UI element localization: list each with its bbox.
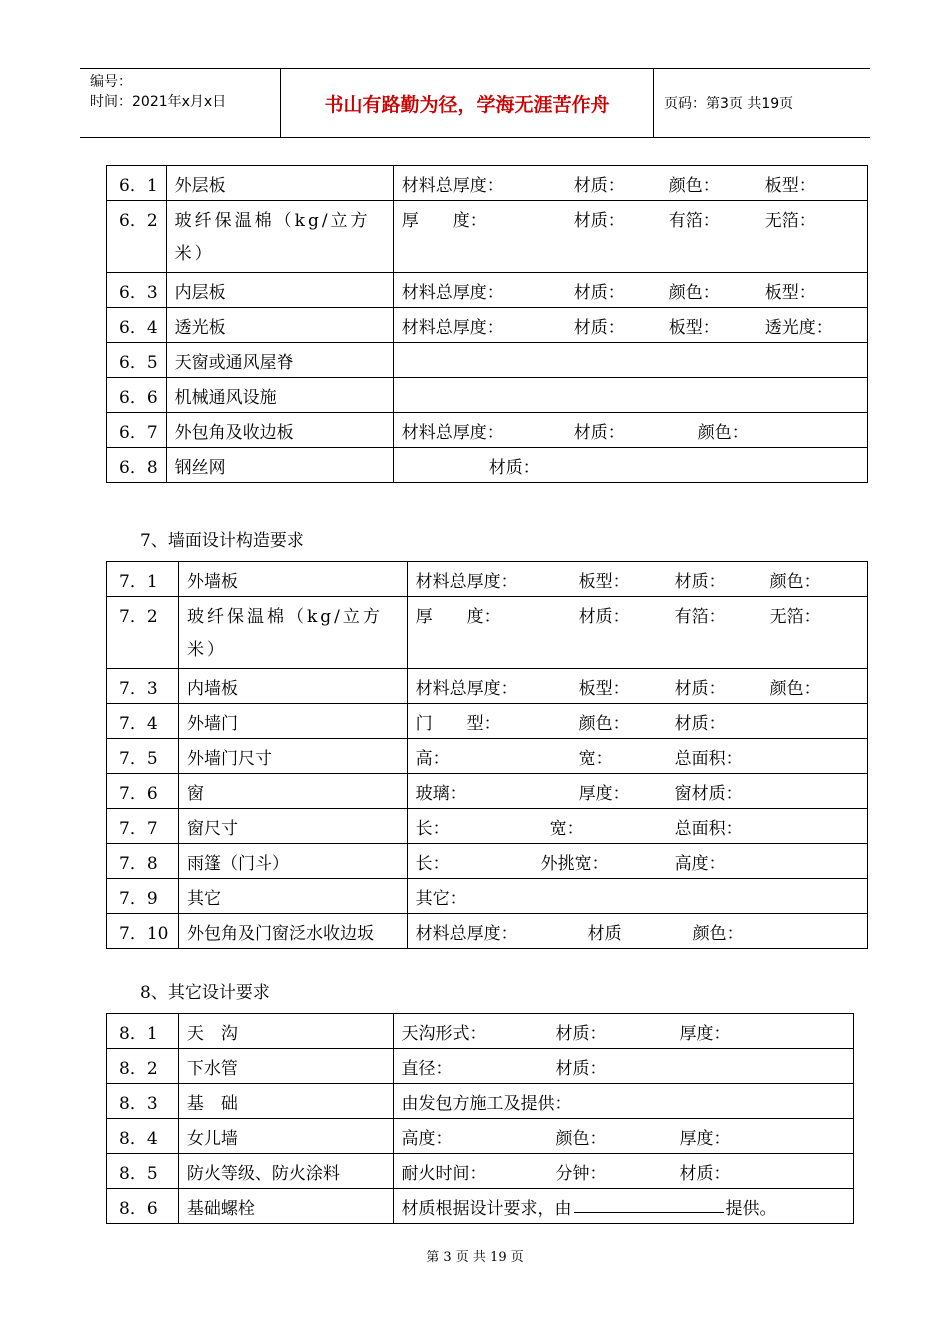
row-fields	[407, 914, 867, 949]
field: 门 型：	[415, 713, 501, 734]
field: 无箔：	[769, 607, 821, 627]
table-row	[107, 1154, 854, 1189]
field: 外挑宽：	[540, 853, 609, 874]
row-number: 7．7	[107, 809, 179, 844]
row-name: 机械通风设施	[166, 378, 393, 413]
row-number: 8．2	[107, 1049, 179, 1084]
field: 提供。	[725, 1198, 777, 1219]
row-name: 窗尺寸	[178, 809, 407, 844]
row-name: 外墙门尺寸	[178, 739, 407, 774]
field: 窗材质：	[674, 783, 743, 804]
row-number: 8．3	[107, 1084, 179, 1119]
field: 高度：	[674, 853, 726, 874]
field: 材质：	[674, 713, 726, 734]
row-number: 7．2	[107, 597, 179, 669]
field: 材料总厚度：	[415, 678, 518, 699]
row-fields	[393, 308, 867, 343]
row-fields	[393, 166, 867, 201]
row-fields	[407, 774, 867, 809]
row-number: 6．8	[107, 448, 167, 483]
field: 长：	[415, 818, 450, 839]
field: 材质：	[674, 678, 726, 699]
row-fields	[393, 1154, 853, 1189]
row-number: 6．7	[107, 413, 167, 448]
row-fields	[393, 1014, 853, 1049]
other-table	[106, 1013, 854, 1224]
field: 直径：	[401, 1058, 453, 1079]
row-number: 7．4	[107, 704, 179, 739]
row-fields	[407, 669, 867, 704]
row-number: 7．8	[107, 844, 179, 879]
field: 有箔：	[674, 607, 726, 627]
field: 天沟形式：	[401, 1023, 487, 1044]
row-fields	[393, 1049, 853, 1084]
field: 颜色：	[578, 713, 630, 734]
table-row	[107, 308, 868, 343]
field: 颜色：	[769, 571, 821, 592]
field: 颜色：	[668, 282, 720, 303]
field: 厚 度：	[401, 211, 487, 231]
table-row	[107, 562, 868, 597]
field: 颜色：	[555, 1128, 607, 1149]
field: 材质：	[578, 607, 630, 627]
table-row	[107, 879, 868, 914]
row-number: 6．6	[107, 378, 167, 413]
row-fields	[393, 378, 867, 413]
table-row	[107, 597, 868, 669]
row-fields	[407, 809, 867, 844]
field: 材质：	[573, 282, 625, 303]
row-name: 下水管	[178, 1049, 393, 1084]
field: 透光度：	[764, 317, 833, 338]
row-name: 内墙板	[178, 669, 407, 704]
row-fields	[407, 879, 867, 914]
header-page-cell	[654, 69, 870, 137]
row-name: 女儿墙	[178, 1119, 393, 1154]
field: 高：	[415, 748, 450, 769]
table-row	[107, 1014, 854, 1049]
field: 高度：	[401, 1128, 453, 1149]
field: 材质根据设计要求，由	[401, 1198, 572, 1219]
field: 板型：	[578, 571, 630, 592]
row-number: 7．1	[107, 562, 179, 597]
field: 材料总厚度：	[401, 422, 504, 443]
table-row	[107, 1119, 854, 1154]
row-name: 窗	[178, 774, 407, 809]
field: 材质：	[555, 1058, 607, 1079]
row-number: 7．9	[107, 879, 179, 914]
table-row	[107, 1084, 854, 1119]
field: 材质：	[573, 211, 625, 231]
row-number: 8．4	[107, 1119, 179, 1154]
field: 总面积：	[674, 748, 743, 769]
field: 分钟：	[555, 1163, 607, 1184]
row-name: 外层板	[166, 166, 393, 201]
table-row	[107, 809, 868, 844]
field: 颜色：	[692, 923, 744, 944]
field: 材质：	[573, 422, 625, 443]
field: 材质：	[488, 457, 540, 478]
field: 板型：	[764, 175, 816, 196]
row-fields	[393, 1084, 853, 1119]
row-fields	[407, 844, 867, 879]
page-header	[80, 68, 870, 138]
field: 板型：	[578, 678, 630, 699]
row-fields	[393, 273, 867, 308]
number-label: 编号：	[90, 74, 132, 90]
table-row	[107, 343, 868, 378]
field: 耐火时间：	[401, 1163, 487, 1184]
field: 板型：	[764, 282, 816, 303]
field: 颜色：	[769, 678, 821, 699]
table-row	[107, 166, 868, 201]
row-number: 6．2	[107, 201, 167, 273]
row-fields	[393, 1119, 853, 1154]
table-row	[107, 739, 868, 774]
field: 其它：	[415, 888, 467, 909]
field: 颜色：	[668, 175, 720, 196]
field: 宽：	[578, 748, 613, 769]
row-fields	[407, 739, 867, 774]
row-number: 6．4	[107, 308, 167, 343]
row-number: 7．6	[107, 774, 179, 809]
row-name: 天窗或通风屋脊	[166, 343, 393, 378]
field: 材质	[587, 923, 622, 944]
field: 板型：	[668, 317, 720, 338]
field: 玻璃：	[415, 783, 467, 804]
row-name: 基 础	[178, 1084, 393, 1119]
time-label: 时间：2021年x月x日	[90, 94, 227, 110]
field: 有箔：	[668, 211, 720, 231]
field: 总面积：	[674, 818, 743, 839]
row-number: 7．10	[107, 914, 179, 949]
row-number: 6．3	[107, 273, 167, 308]
row-number: 7．5	[107, 739, 179, 774]
field: 由发包方施工及提供：	[401, 1093, 572, 1114]
row-number: 8．5	[107, 1154, 179, 1189]
field: 材料总厚度：	[401, 175, 504, 196]
row-number: 8．1	[107, 1014, 179, 1049]
table-row	[107, 1189, 854, 1224]
row-fields	[393, 413, 867, 448]
field: 材料总厚度：	[415, 923, 518, 944]
blank-line	[574, 1194, 724, 1213]
table-row	[107, 413, 868, 448]
page-footer: 第 3 页 共 19 页	[426, 1250, 524, 1265]
row-number: 6．5	[107, 343, 167, 378]
field: 材质：	[555, 1023, 607, 1044]
field: 厚度：	[679, 1023, 731, 1044]
field: 厚度：	[578, 783, 630, 804]
row-name: 雨篷（门斗）	[178, 844, 407, 879]
row-fields	[393, 448, 867, 483]
row-name: 天 沟	[178, 1014, 393, 1049]
field: 材料总厚度：	[415, 571, 518, 592]
table-row	[107, 1049, 854, 1084]
table-row	[107, 669, 868, 704]
page-info: 页码：第3页 共19页	[664, 96, 794, 112]
row-name: 透光板	[166, 308, 393, 343]
field: 宽：	[549, 818, 584, 839]
row-fields	[393, 343, 867, 378]
table-row	[107, 774, 868, 809]
table-row	[107, 201, 868, 273]
field: 材质：	[674, 571, 726, 592]
table-row	[107, 448, 868, 483]
row-fields	[407, 597, 867, 669]
field: 颜色：	[697, 422, 749, 443]
row-name: 外墙板	[178, 562, 407, 597]
row-number: 7．3	[107, 669, 179, 704]
field: 长：	[415, 853, 450, 874]
field: 材料总厚度：	[401, 282, 504, 303]
row-name: 钢丝网	[166, 448, 393, 483]
wall-table	[106, 561, 868, 949]
section-7-title: 7、墙面设计构造要求	[140, 531, 304, 551]
field: 材质：	[679, 1163, 731, 1184]
field: 材质：	[573, 317, 625, 338]
roof-table	[106, 165, 868, 483]
row-name: 外墙门	[178, 704, 407, 739]
row-name: 内层板	[166, 273, 393, 308]
row-fields	[393, 201, 867, 273]
field: 材质：	[573, 175, 625, 196]
row-name: 其它	[178, 879, 407, 914]
table-row	[107, 273, 868, 308]
row-name: 防火等级、防火涂料	[178, 1154, 393, 1189]
field: 材料总厚度：	[401, 317, 504, 338]
header-motto-cell	[281, 69, 654, 137]
field: 厚 度：	[415, 607, 501, 627]
header-meta	[80, 69, 281, 137]
row-name: 玻纤保温棉（kg/立方米）	[178, 597, 407, 669]
row-name: 外包角及收边板	[166, 413, 393, 448]
row-fields	[393, 1189, 853, 1224]
row-name: 外包角及门窗泛水收边坂	[178, 914, 407, 949]
row-fields	[407, 562, 867, 597]
row-number: 6．1	[107, 166, 167, 201]
table-row	[107, 914, 868, 949]
section-8-title: 8、其它设计要求	[140, 983, 270, 1003]
table-row	[107, 704, 868, 739]
table-row	[107, 844, 868, 879]
row-name: 玻纤保温棉（kg/立方米）	[166, 201, 393, 273]
field: 厚度：	[679, 1128, 731, 1149]
motto: 书山有路勤为径，学海无涯苦作舟	[324, 93, 610, 116]
row-number: 8．6	[107, 1189, 179, 1224]
field: 无箔：	[764, 211, 816, 231]
table-row	[107, 378, 868, 413]
row-name: 基础螺栓	[178, 1189, 393, 1224]
row-fields	[407, 704, 867, 739]
